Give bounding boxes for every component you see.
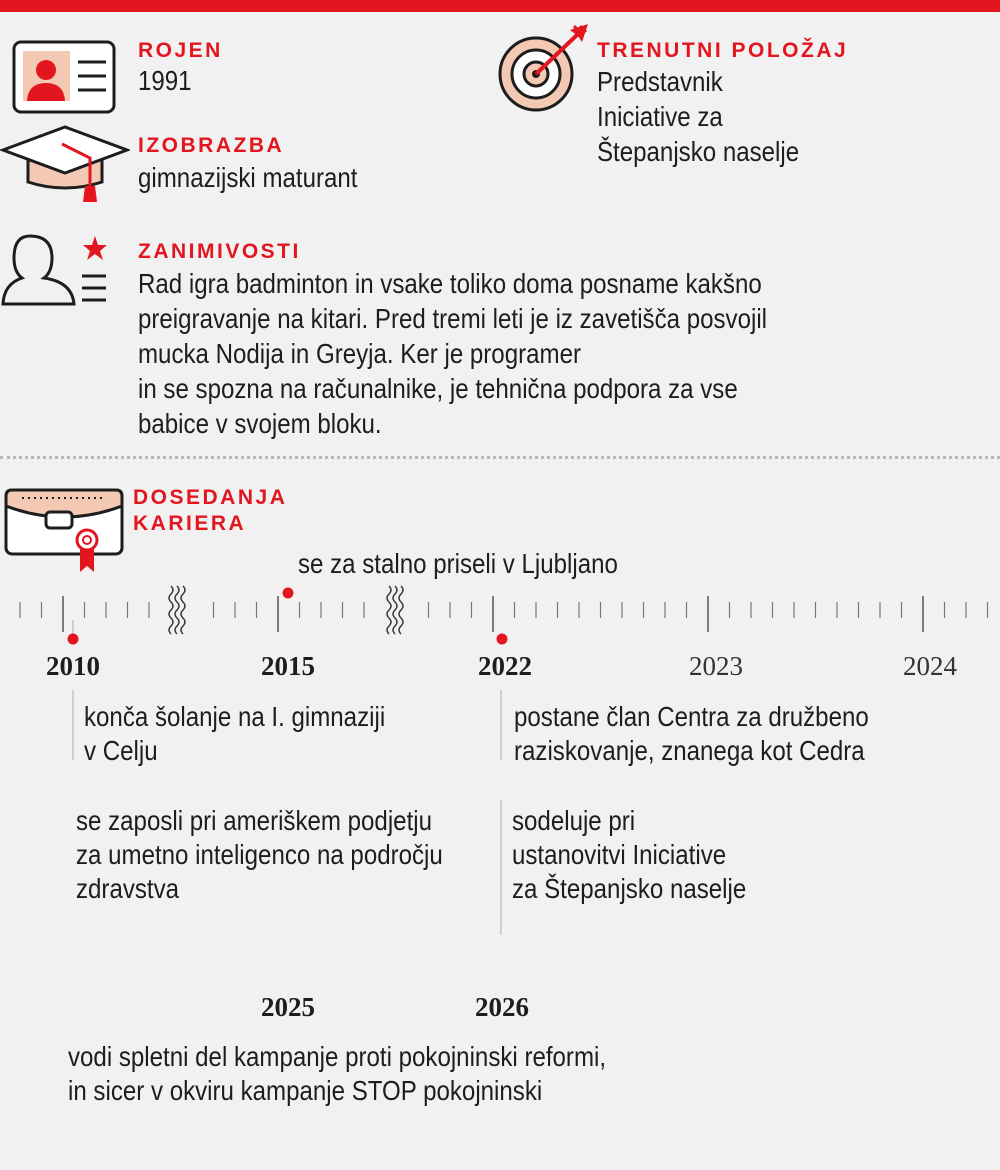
event-dot <box>283 588 294 599</box>
event-line: v Celju <box>84 735 158 766</box>
axis-break <box>399 586 403 634</box>
event-2015 <box>298 547 670 581</box>
event-line: sodeluje pri <box>512 805 636 836</box>
event-dot <box>497 634 508 645</box>
event-line: konča šolanje na I. gimnaziji <box>84 701 386 732</box>
axis-break <box>181 586 185 634</box>
interests-line: mucka Nodija in Greyja. Ker je programer <box>138 338 581 369</box>
event-line: in sicer v okviru kampanje STOP pokojninski <box>68 1075 543 1106</box>
event-line: zdravstva <box>76 873 180 904</box>
interests-line: in se spozna na računalnike, je tehnična podpora za vse <box>138 373 738 404</box>
position-line: Štepanjsko naselje <box>597 136 800 167</box>
event-2025-job <box>76 804 503 906</box>
year-2022: 2022 <box>478 651 532 681</box>
event-line: postane član Centra za družbeno <box>514 701 869 732</box>
event-2026 <box>512 804 784 906</box>
born-year: 1991 <box>138 65 192 96</box>
year-2026: 2026 <box>475 992 529 1022</box>
event-connector <box>72 690 74 760</box>
axis-break <box>387 586 391 634</box>
position-line: Iniciative za <box>597 101 723 132</box>
axis-break <box>393 586 397 634</box>
interests-label: ZANIMIVOSTI <box>138 240 301 263</box>
event-2022 <box>514 700 927 768</box>
event-line: vodi spletni del kampanje proti pokojninski reformi, <box>68 1041 607 1072</box>
year-2010: 2010 <box>46 651 100 681</box>
event-line: se za stalno priseli v Ljubljano <box>298 548 618 579</box>
event-2010 <box>84 700 434 768</box>
interests-line: Rad igra badminton in vsake toliko doma posname kakšno <box>138 268 762 299</box>
position-label: TRENUTNI POLOŽAJ <box>597 39 849 62</box>
event-line: se zaposli pri ameriškem podjetju <box>76 805 433 836</box>
event-dot <box>68 634 79 645</box>
axis-break <box>169 586 173 634</box>
year-2024: 2024 <box>903 651 957 681</box>
born-label: ROJEN <box>138 39 223 62</box>
interests-line: preigravanje na kitari. Pred tremi leti je iz zavetišča posvojil <box>138 303 768 334</box>
year-2025: 2025 <box>261 992 315 1022</box>
year-2015: 2015 <box>261 651 315 681</box>
career-label-line: DOSEDANJA <box>133 486 288 509</box>
axis-break <box>175 586 179 634</box>
event-line: za Štepanjsko naselje <box>512 873 747 904</box>
position-line: Predstavnik <box>597 66 723 97</box>
event-2025-campaign <box>68 1040 694 1108</box>
event-line: raziskovanje, znanega kot Cedra <box>514 735 865 766</box>
event-line: ustanovitvi Iniciative <box>512 839 727 870</box>
interests-line: babice v svojem bloku. <box>138 408 382 439</box>
event-connector <box>500 690 502 760</box>
event-line: za umetno inteligenco na področju <box>76 839 443 870</box>
year-2023: 2023 <box>689 651 743 681</box>
education-text: gimnazijski maturant <box>138 162 358 193</box>
event-connector <box>500 800 502 935</box>
education-label: IZOBRAZBA <box>138 134 285 157</box>
career-label-line: KARIERA <box>133 512 247 535</box>
